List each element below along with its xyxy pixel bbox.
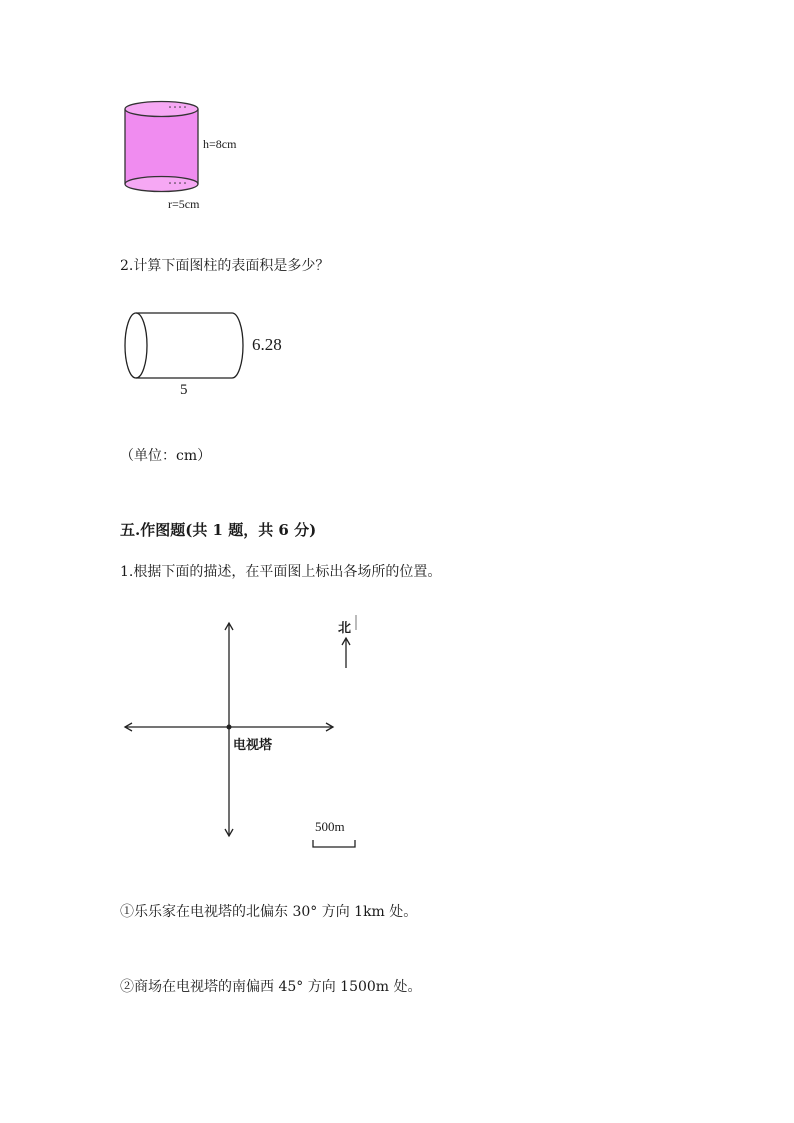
scale-label: 500m bbox=[315, 819, 345, 834]
question-1-text: 1.根据下面的描述，在平面图上标出各场所的位置。 bbox=[120, 564, 442, 580]
height-label: h=8cm bbox=[203, 137, 237, 151]
radius-label: r=5cm bbox=[168, 197, 200, 211]
north-label: 北 bbox=[338, 621, 352, 636]
question-2-text: 2.计算下面图柱的表面积是多少？ bbox=[120, 258, 330, 274]
tv-tower-label: 电视塔 bbox=[233, 738, 273, 753]
diameter-label: 5 bbox=[180, 382, 188, 398]
item-1: ①乐乐家在电视塔的北偏东 30° 方向 1km 处。 bbox=[120, 904, 418, 920]
section-heading: 五.作图题(共 1 题，共 6 分) bbox=[120, 521, 317, 539]
item-2: ②商场在电视塔的南偏西 45° 方向 1500m 处。 bbox=[120, 979, 422, 995]
unit-note: （单位：cm） bbox=[120, 448, 212, 464]
length-label: 6.28 bbox=[252, 335, 282, 354]
